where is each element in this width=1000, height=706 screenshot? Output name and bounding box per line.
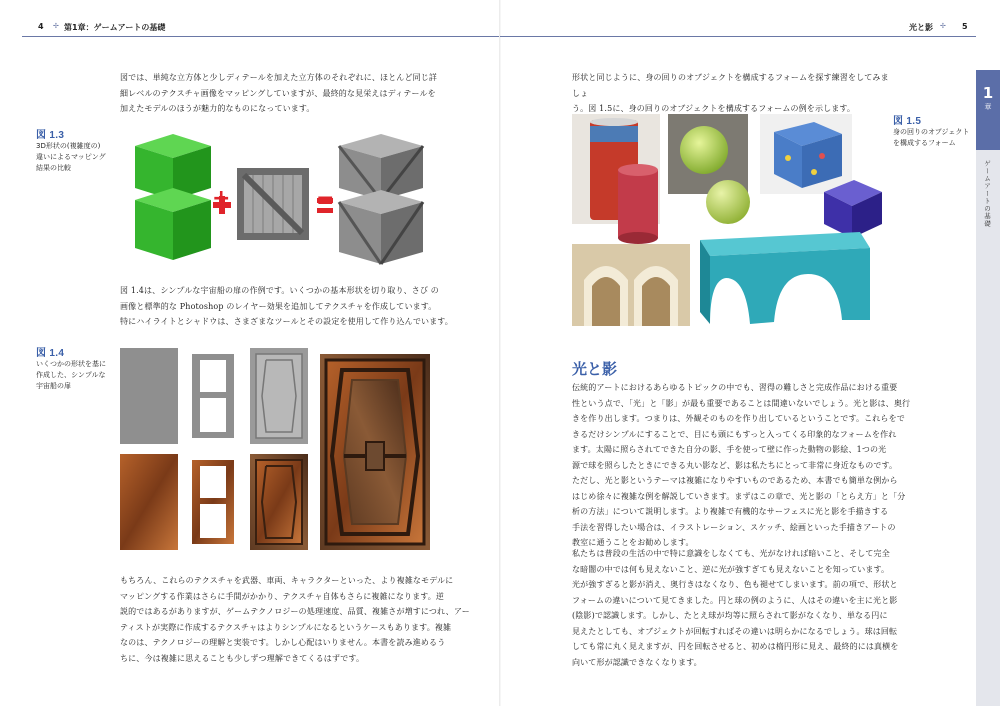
figure-1-3-caption-block: [36, 126, 116, 174]
rust-frame-texture: [184, 454, 242, 550]
chapter-tab: [976, 70, 1000, 150]
rust-panel-texture: [250, 454, 308, 550]
right-header-rule: [500, 36, 976, 37]
left-header-rule: [22, 36, 500, 37]
chapter-side-strip: [976, 150, 1000, 706]
left-page-number: 4: [38, 22, 44, 31]
figure-1-5-number: 図 1.5: [893, 116, 922, 127]
left-paragraph-2: 図 1.4は、シンプルな宇宙船の扉の作例です。いくつかの基本形状を切り取り、さび の 画像と標準的な Photoshop のレイヤー効果を追加してテクスチャを作成しています。 特にハイライトとシャドウは、さまざまなツールとその設定を使用して作り込んでいます。: [120, 286, 453, 326]
figure-1-3-number: 図 1.3: [36, 130, 65, 141]
figure-1-5-caption: 身の回りのオブジェクト を構成するフォーム: [893, 128, 970, 147]
header-ornament-icon-right: ✢: [940, 22, 946, 30]
right-page-number: 5: [962, 22, 968, 31]
left-paragraph-1: 図では、単純な立方体と少しディテールを加えた立方体のそれぞれに、ほとんど同じ詳 細レベルのテクスチャ画像をマッピングしていますが、最終的な見栄えはディテールを 加えたモデルのほうが魅力的なものになっています。: [120, 73, 438, 113]
door-frame-shape: [184, 348, 242, 444]
chapter-tab-number: 1: [982, 84, 994, 102]
door-base-shape: [120, 348, 178, 444]
right-page: [500, 0, 1000, 706]
figure-1-4-caption: いくつかの形状を基に 作成した、シンプルな 宇宙船の扉: [36, 360, 106, 390]
final-spaceship-door: [320, 354, 430, 550]
red-cylinder-model: [618, 164, 658, 244]
crate-texture: [237, 168, 309, 240]
section-title-light-and-shadow: 光と影: [572, 360, 618, 378]
figure-1-4-number: 図 1.4: [36, 348, 65, 359]
right-paragraph-2: 伝統的アートにおけるあらゆるトピックの中でも、習得の難しさと完成作品における重要 性という点で、「光」と「影」が最も重要であることは間違いないでしょう。光と影は、奥行 きを作り出します。つまりは、外観そのものを作り出しているということです。これらをで きるだけシンプルにすることで、目にも頭にもすっと入ってくる印象的なフォームを作れ ます。太陽に照らされてできた自分の影、手を使って壁に作った動物の影絵、1つの光 源で球を照らしたときにできる丸い影など、影は私たちにとって非常に身近なものです。 ただし、光と影というテーマは複雑になりやすいものであるため、本書でも簡単な例から はじめ徐々に複雑な例を解説していきます。まずはこの章で、光と影の「とらえ方」と「分 析の方法」について説明します。より複雑で有機的なサーフェスに光と影を手描きする 手法を習得したい場合は、イラストレーション、スケッチ、絵画といった手描きアートの 教室に通うことをお勧めします。: [572, 383, 911, 547]
figure-1-4-caption-block: [36, 344, 116, 392]
right-paragraph-3: 私たちは普段の生活の中で特に意識をしなくても、光がなければ暗いこと、そして完全 な暗闇の中では何も見えないこと、逆に光が強すぎても見えないことを知っています。 光が強すぎると影が消え、奥行きはなくなり、色も褪せてしまいます。前の項で、形状と フォームの違いについて見てきました。円と球の例のように、人はその違いを主に光と影 (陰影)で認識します。しかし、たとえ球が均等に照らされて影がなくなり、単なる円に 見えたとしても、オブジェクトが回転すればその違いは明らかになるでしょう。球は回転 しても常に丸く見えますが、円を回転させると、初めは楕円形に見え、最終的には真横を 向いて形が認識できなくなります。: [572, 549, 899, 667]
figure-1-5-image: [570, 112, 890, 328]
green-sphere-model: [706, 180, 750, 224]
door-panel-shape: [250, 348, 308, 444]
figure-1-5-caption-block: [893, 112, 983, 149]
plus-symbol-text: +: [212, 186, 231, 211]
right-running-header: 光と影: [909, 23, 933, 32]
equals-symbol-text: =: [316, 188, 335, 213]
left-paragraph-3: もちろん、これらのテクスチャを武器、車両、キャラクターといった、より複雑なモデルに マッピングする作業はさらに手間がかかり、テクスチャ自体もさらに複雑になります。逆 説的ではあるがありますが、ゲームテクノロジーの処理速度、品質、複雑さが増すにつれ、アー ティストが実際に作成するテクスチャはよりシンプルになるというケースもあります。複雑 なのは、テクノロジーの理解と実装です。しかし心配はいりません。本書を読み進めるう ちに、今は複雑に思えることも少しずつ理解できてくるはずです。: [120, 576, 470, 663]
chapter-vertical-title: ゲームアートの基礎: [983, 160, 991, 228]
green-cube-bottom: [135, 188, 211, 260]
header-ornament-icon: ✢: [53, 22, 59, 30]
figure-1-4-image: [120, 346, 435, 554]
figure-1-3-caption: 3D形状の(複雑度の) 違いによるマッピング 結果の比較: [36, 142, 106, 172]
figure-1-3-image: [125, 128, 435, 274]
chapter-tab-label: 章: [984, 103, 992, 111]
left-running-header: 第1章：ゲームアートの基礎: [64, 23, 166, 32]
tennis-ball-photo: [680, 126, 728, 174]
cyan-arch-model: [700, 232, 870, 324]
arch-building-photo: [572, 244, 690, 326]
right-paragraph-1: 形状と同じように、身の回りのオブジェクトを構成するフォームを探す練習をしてみましょ う。図 1.5に、身の回りのオブジェクトを構成するフォームの例を示します。: [572, 73, 889, 113]
patterned-box-photo: [760, 114, 852, 194]
rust-texture: [120, 454, 178, 550]
textured-cube-bottom: [339, 190, 423, 264]
purple-cube-model: [824, 180, 882, 238]
